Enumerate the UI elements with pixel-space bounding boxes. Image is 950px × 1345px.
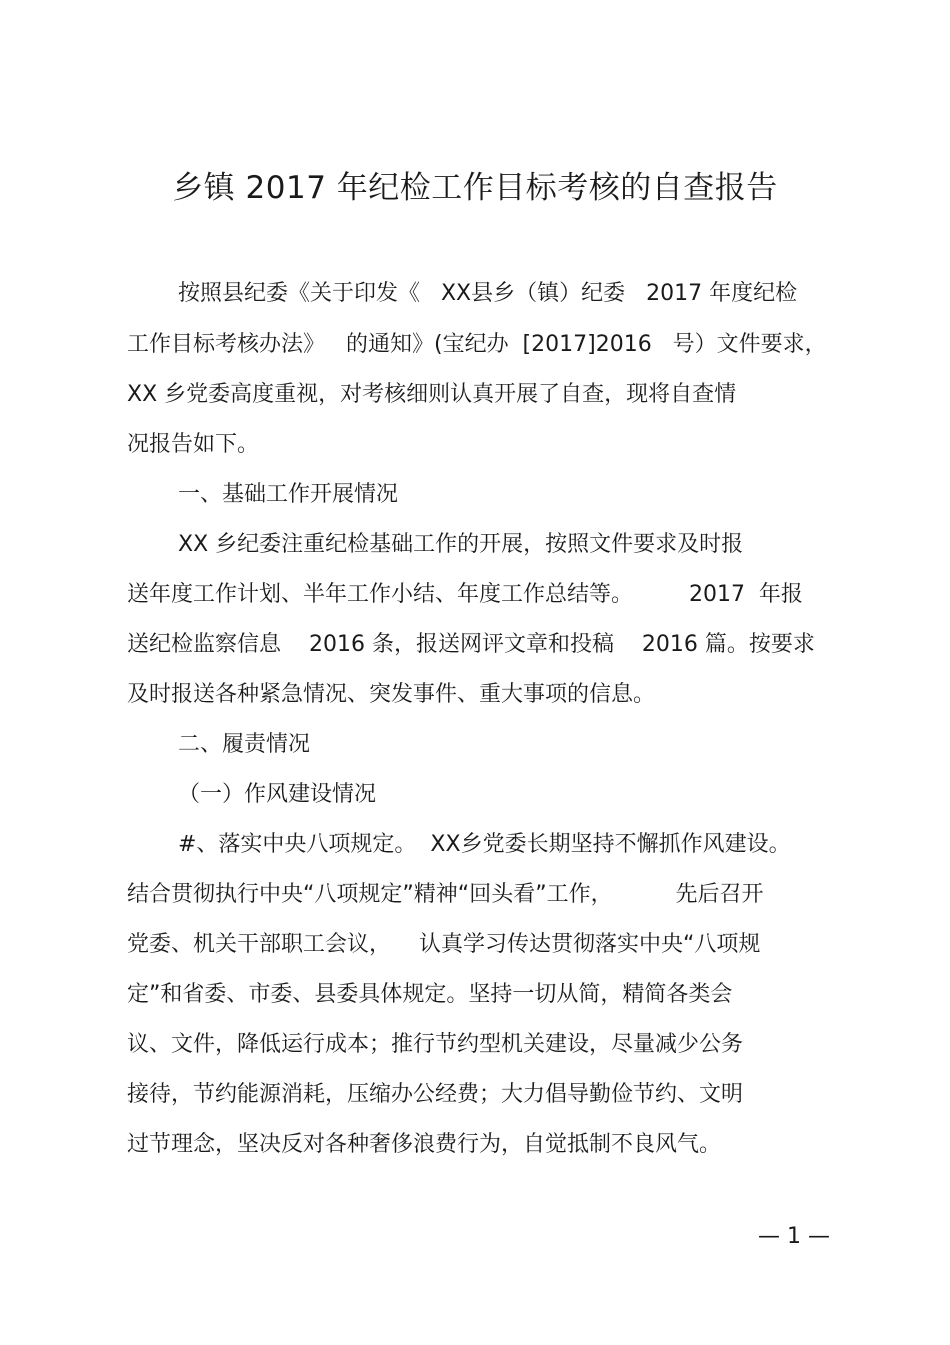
page-number: — 1 —	[758, 1224, 830, 1249]
paragraph-line: 党委、机关干部职工会议， 认真学习传达贯彻落实中央“八项规	[127, 932, 761, 957]
paragraph-line: #、落实中央八项规定。 XX乡党委长期坚持不懈抓作风建设。	[178, 832, 791, 857]
paragraph-line: 过节理念，坚决反对各种奢侈浪费行为，自觉抵制不良风气。	[127, 1132, 722, 1157]
paragraph-line: XX 乡党委高度重视，对考核细则认真开展了自查，现将自查情	[127, 382, 737, 407]
paragraph-line: 议、文件，降低运行成本；推行节约型机关建设，尽量减少公务	[127, 1032, 744, 1057]
paragraph-line: 结合贯彻执行中央“八项规定”精神“回头看”工作， 先后召开	[127, 882, 764, 907]
section-heading: 一、基础工作开展情况	[178, 482, 399, 507]
paragraph-line: 按照县纪委《关于印发《 XX县乡（镇）纪委 2017 年度纪检	[178, 281, 798, 306]
paragraph-line: 送纪检监察信息 2016 条，报送网评文章和投稿 2016 篇。按要求	[127, 632, 815, 657]
paragraph-line: 及时报送各种紧急情况、突发事件、重大事项的信息。	[127, 682, 656, 707]
subsection-heading: （一）作风建设情况	[178, 782, 377, 807]
paragraph-line: 工作目标考核办法》 的通知》(宝纪办 [2017]2016 号）文件要求，	[127, 332, 827, 357]
paragraph-line: 接待，节约能源消耗，压缩办公经费；大力倡导勤俭节约、文明	[127, 1082, 744, 1107]
paragraph-line: 定”和省委、市委、县委具体规定。坚持一切从简，精简各类会	[127, 982, 733, 1007]
paragraph-line: XX 乡纪委注重纪检基础工作的开展，按照文件要求及时报	[178, 532, 744, 557]
paragraph-line: 送年度工作计划、半年工作小结、年度工作总结等。 2017 年报	[127, 582, 803, 607]
document-title: 乡镇 2017 年纪检工作目标考核的自查报告	[172, 170, 778, 206]
section-heading: 二、履责情况	[178, 732, 311, 757]
paragraph-line: 况报告如下。	[127, 432, 260, 457]
